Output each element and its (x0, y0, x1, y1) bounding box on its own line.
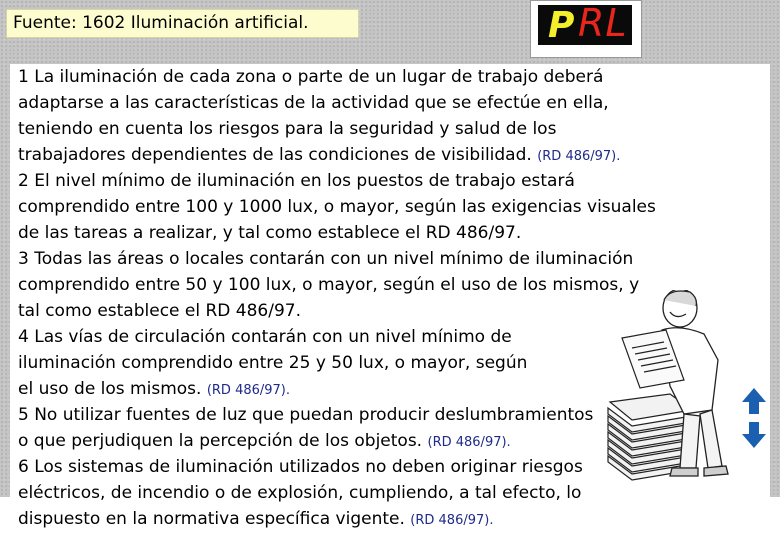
rd-reference: (RD 486/97). (410, 513, 494, 528)
rd-reference: (RD 486/97). (537, 149, 621, 164)
rd-reference: (RD 486/97). (427, 435, 511, 450)
text-line: dispuesto en la normativa específica vigente. (RD 486/97). (18, 509, 494, 529)
text-line: 5 No utilizar fuentes de luz que puedan producir deslumbramientos (18, 405, 594, 425)
text-line: el uso de los mismos. (RD 486/97). (18, 379, 291, 399)
text-line: o que perjudiquen la percepción de los objetos. (RD 486/97). (18, 431, 511, 451)
source-label: Fuente: 1602 Iluminación artificial. (6, 9, 359, 38)
logo-plate (538, 1, 632, 46)
logo-underline (538, 46, 632, 50)
text-line: 1 La iluminación de cada zona o parte de un lugar de trabajo deberá (18, 67, 604, 87)
reading-worker-icon (600, 290, 775, 490)
up-down-arrows-icon (742, 388, 766, 448)
text-line: teniendo en cuenta los riesgos para la seguridad y salud de los (18, 119, 557, 139)
text-line: adaptarse a las características de la actividad que se efectúe en ella, (18, 93, 609, 113)
text-line: de las tareas a realizar, y tal como establece el RD 486/97. (18, 223, 522, 243)
text-line: iluminación comprendido entre 25 y 50 lux, o mayor, según (18, 353, 528, 373)
prl-logo (530, 0, 642, 58)
rd-reference: (RD 486/97). (206, 383, 291, 398)
text-line: tal como establece el RD 486/97. (18, 301, 302, 321)
text-line: comprendido entre 50 y 100 lux, o mayor, según el uso de los mismos, y (18, 275, 640, 295)
body-text (18, 65, 656, 533)
logo-letters-rl: RL (578, 1, 628, 45)
text-line: 6 Los sistemas de iluminación utilizados no deben originar riesgos (18, 457, 583, 477)
text-line: eléctricos, de incendio o de explosión, cumpliendo, a tal efecto, lo (18, 483, 582, 503)
text-line: 3 Todas las áreas o locales contarán con un nivel mínimo de iluminación (18, 249, 634, 269)
text-line: trabajadores dependientes de las condiciones de visibilidad. (RD 486/97). (18, 145, 621, 165)
text-line: 4 Las vías de circulación contarán con un nivel mínimo de (18, 327, 512, 347)
logo-letter-p: P (548, 5, 575, 46)
text-line: comprendido entre 100 y 1000 lux, o mayor, según las exigencias visuales (18, 197, 656, 217)
text-line: 2 El nivel mínimo de iluminación en los puestos de trabajo estará (18, 171, 575, 191)
paper-stack-icon (608, 394, 692, 480)
